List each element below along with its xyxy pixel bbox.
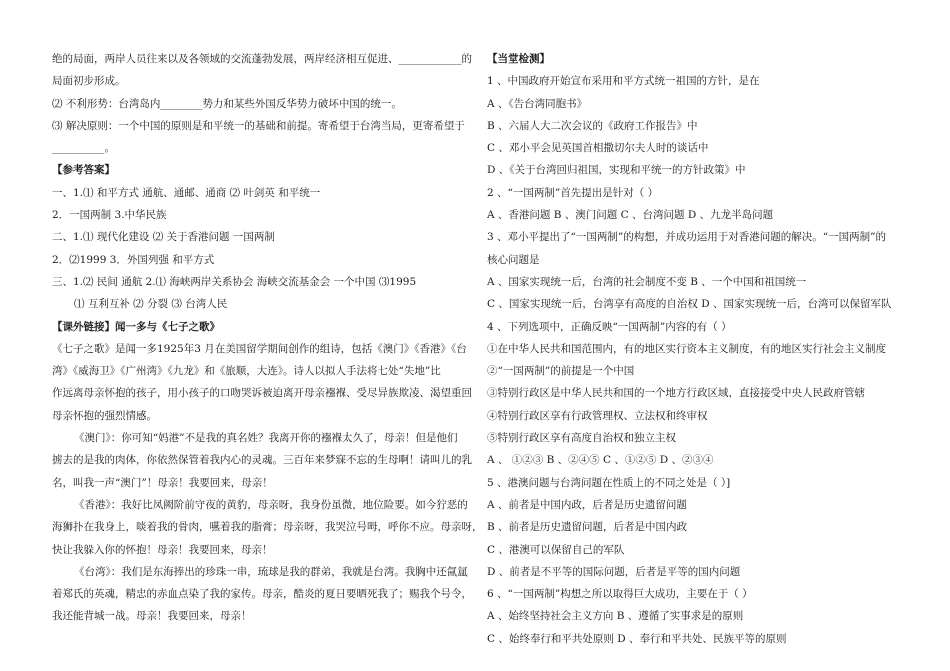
poem-line: 掳去的是我的肉体，你依然保管着我内心的灵魂。三百年来梦寐不忘的生母啊！请叫儿的乳 (52, 454, 472, 467)
text-line: ⑵ 不利形势：台湾岛内________势力和某些外国反华势力破坏中国的统一。 (52, 97, 402, 110)
option-line: A 、《告台湾同胞书》 (487, 97, 588, 110)
question-line: 1 、中国政府开始宣布采用和平方式统一祖国的方针，是在 (487, 75, 760, 88)
option-line: B 、前者是历史遗留问题，后者是中国内政 (487, 521, 688, 534)
option-line: B 、六届人大二次会议的《政府工作报告》中 (487, 119, 698, 132)
option-line: C 、港澳可以保留自己的军队 (487, 543, 625, 556)
statement-line: ⑤特别行政区享有高度自治权和独立主权 (487, 432, 676, 445)
option-line: A 、香港问题 B 、澳门问题 C 、台湾问题 D 、九龙半岛问题 (487, 209, 774, 222)
option-line: A 、前者是中国内政，后者是历史遗留问题 (487, 498, 687, 511)
paragraph-line: 母亲怀抱的强烈情感。 (52, 409, 157, 422)
question-line: 3 、邓小平提出了“一国两制”的构想，并成功运用于对香港问题的解决。“一国两制”的 (487, 231, 886, 244)
answer-line: 2．⑵1999 3．外国列强 和平方式 (52, 253, 215, 266)
option-line: C 、邓小平会见英国首相撒切尔夫人时的谈话中 (487, 142, 709, 155)
text-line: 绝的局面，两岸人员往来以及各领域的交流蓬勃发展，两岸经济相互促进、____________的 (52, 53, 472, 65)
question-line: 2 、“一国两制”首先提出是针对（ ） (487, 186, 659, 199)
answer-line: 2．一国两制 3.中华民族 (52, 209, 167, 222)
question-line: 6 、“一国两制”构想之所以取得巨大成功，主要在于（ ） (487, 588, 753, 601)
paragraph-line: 作远离母亲怀抱的孩子，用小孩子的口吻哭诉被迫离开母亲襁褓、受尽异族欺凌、渴望重回 (52, 387, 472, 400)
left-column (52, 48, 483, 628)
answer-line: ⑴ 互利互补 ⑵ 分裂 ⑶ 台湾人民 (74, 298, 228, 311)
option-line: A 、始终坚持社会主义方向 B 、遵循了实事求是的原则 (487, 610, 744, 623)
poem-line: 海狮扑在我身上，啖着我的骨肉，嚥着我的脂膏；母亲呀，我哭泣号呣，呼你不应。母亲呀， (52, 521, 483, 534)
question-line: 5 、港澳问题与台湾问题在性质上的不同之处是（ ）] (487, 476, 731, 489)
text-line: 局面初步形成。 (52, 75, 126, 88)
answer-line: 二、1.⑴ 现代化建设 ⑵ 关于香港问题 一国两制 (52, 231, 275, 244)
paragraph-line: 湾》《威海卫》《广州湾》《九龙》和《旅顺，大连》。诗人以拟人手法将七处“失地”比 (52, 365, 441, 378)
right-column (487, 48, 897, 650)
option-line: D 、前者是不平等的国际问题，后者是平等的国内问题 (487, 565, 741, 578)
question-line: 核心问题是 (487, 253, 540, 266)
text-line: __________。 (52, 142, 115, 155)
option-line: C 、国家实现统一后，台湾享有高度的自治权 D 、国家实现统一后，台湾可以保留军队 (487, 298, 892, 311)
section-heading-quiz: 【当堂检测】 (487, 53, 550, 65)
section-heading-extra-link: 【课外链接】闻一多与《七子之歌》 (52, 320, 220, 333)
answer-line: 三、1.⑵ 民间 通航 2.⑴ 海峡两岸关系协会 海峡交流基金会 一个中国 ⑶1995 (52, 275, 417, 288)
option-line: C 、始终奉行和平共处原则 D 、奉行和平共处、民族平等的原则 (487, 632, 787, 645)
statement-line: ④特别行政区享有行政管理权、立法权和终审权 (487, 409, 708, 422)
option-line: D 、《关于台湾回归祖国，实现和平统一的方针政策》中 (487, 164, 746, 177)
text-line: ⑶ 解决原则：一个中国的原则是和平统一的基础和前提。寄希望于台湾当局，更寄希望于 (52, 119, 465, 132)
poem-line: 《香港》：我好比凤阙阶前守夜的黄豹，母亲呀，我身份虽微，地位险要。如今狞恶的 (74, 498, 468, 511)
poem-line: 《澳门》：你可知“妈港”不是我的真名姓？我离开你的襁褓太久了，母亲！但是他们 (74, 432, 458, 445)
poem-line: 名，叫我一声“澳门”！母亲！我要回来，母亲！ (52, 476, 273, 489)
statement-line: ②“一国两制”的前提是一个中国 (487, 365, 635, 378)
section-heading-answers: 【参考答案】 (52, 164, 115, 177)
statement-line: ①在中华人民共和国范围内，有的地区实行资本主义制度，有的地区实行社会主义制度 (487, 342, 886, 355)
paragraph-line: 《七子之歌》是闻一多1925年3 月在美国留学期间创作的组诗，包括《澳门》《香港》《台 (52, 342, 467, 355)
poem-line: 着郑氏的英魂，精忠的赤血点染了我的家传。母亲，酷炎的夏日要晒死我了；赐我个号令， (52, 588, 472, 601)
answer-line: 一、1.⑴ 和平方式 通航、通邮、通商 ⑵ 叶剑英 和平统一 (52, 186, 321, 199)
statement-line: ③特别行政区是中华人民共和国的一个地方行政区域，直接接受中央人民政府管辖 (487, 387, 865, 400)
poem-line: 《台湾》：我们是东海捧出的珍珠一串，琉球是我的群弟，我就是台湾。我胸中还氤氲 (74, 565, 468, 578)
option-line: A 、国家实现统一后，台湾的社会制度不变 B 、一个中国和祖国统一 (487, 275, 807, 288)
poem-line: 快让我躲入你的怀抱！母亲！我要回来，母亲！ (52, 543, 273, 556)
option-line: A 、 ①②③ B 、②④⑤ C 、①②⑤ D 、②③④ (487, 454, 714, 467)
poem-line: 我还能背城一战。母亲！我要回来，母亲！ (52, 610, 252, 623)
question-line: 4 、下列选项中，正确反映“一国两制”内容的有（ ） (487, 320, 732, 333)
